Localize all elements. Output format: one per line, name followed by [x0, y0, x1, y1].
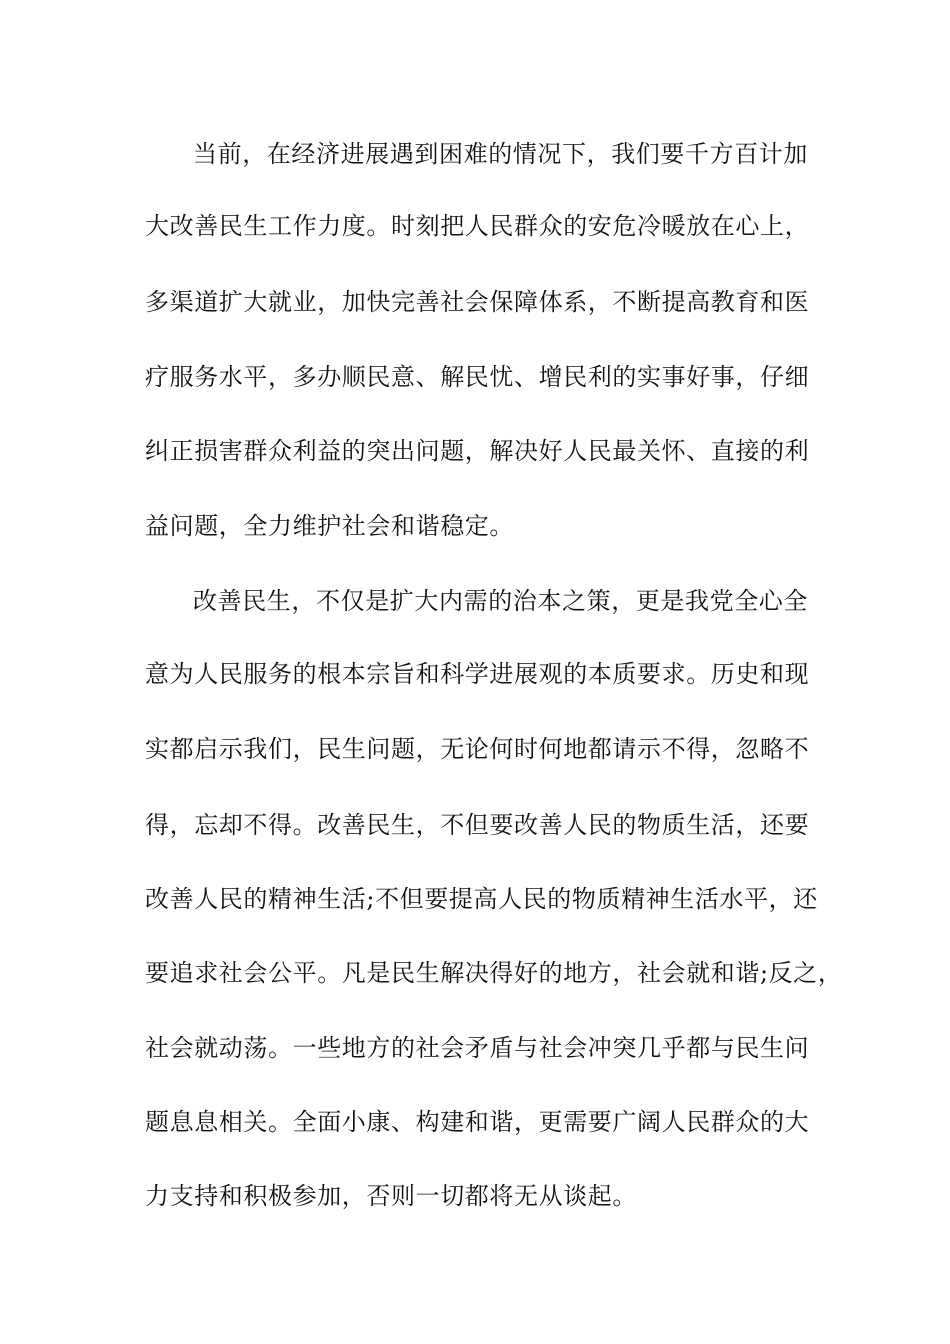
paragraph-1-line-5: 纠正损害群众利益的突出问题，解决好人民最关怀、直接的利 [145, 437, 810, 465]
paragraph-2-line-8: 题息息相关。全面小康、构建和谐，更需要广阔人民群众的大 [145, 1108, 810, 1136]
paragraph-1-line-6: 益问题，全力维护社会和谐稳定。 [145, 512, 514, 540]
paragraph-2-line-4: 得，忘却不得。改善民生，不但要改善人民的物质生活，还要 [145, 811, 810, 839]
paragraph-2-line-1: 改善民生，不仅是扩大内需的治本之策，更是我党全心全 [193, 587, 808, 615]
paragraph-2-line-5: 改善人民的精神生活;不但要提高人民的物质精神生活水平，还 [145, 885, 818, 913]
paragraph-1-line-4: 疗服务水平，多办顺民意、解民忧、增民利的实事好事，仔细 [145, 363, 810, 391]
paragraph-2-line-2: 意为人民服务的根本宗旨和科学进展观的本质要求。历史和现 [145, 660, 810, 688]
paragraph-1-line-3: 多渠道扩大就业，加快完善社会保障体系，不断提高教育和医 [145, 288, 810, 316]
paragraph-2-line-6: 要追求社会公平。凡是民生解决得好的地方，社会就和谐;反之， [145, 959, 843, 987]
paragraph-1-line-2: 大改善民生工作力度。时刻把人民群众的安危冷暖放在心上， [145, 212, 810, 240]
paragraph-2-line-3: 实都启示我们，民生问题，无论何时何地都请示不得，忽略不 [145, 735, 810, 763]
paragraph-2-line-9: 力支持和积极参加，否则一切都将无从谈起。 [145, 1182, 637, 1210]
paragraph-1-line-1: 当前，在经济进展遇到困难的情况下，我们要千方百计加 [193, 140, 808, 168]
paragraph-2-line-7: 社会就动荡。一些地方的社会矛盾与社会冲突几乎都与民生问 [145, 1034, 810, 1062]
